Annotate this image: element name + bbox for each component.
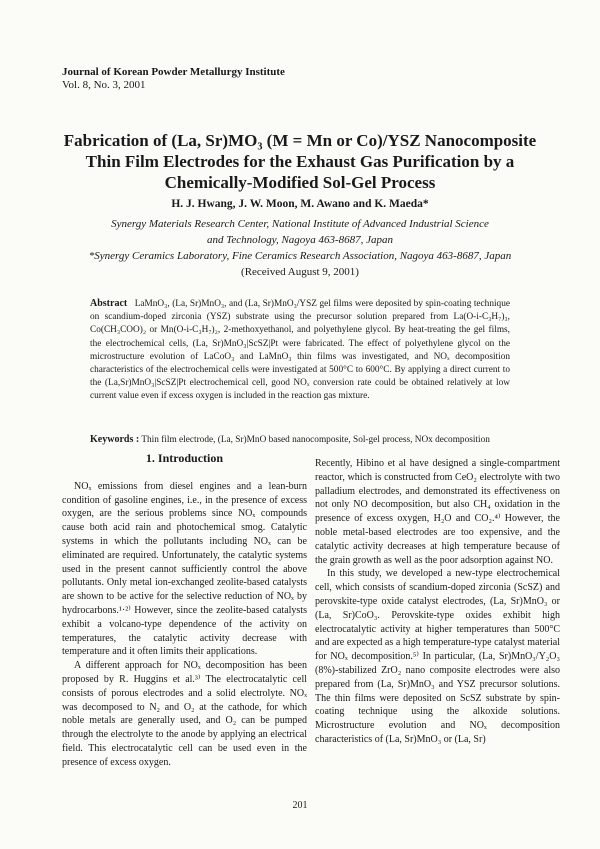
paper-title — [40, 130, 560, 193]
affiliation-line: *Synergy Ceramics Laboratory, Fine Ceramics Research Association, Nagoya 463-8687, Japan — [88, 250, 512, 262]
affiliation-line: and Technology, Nagoya 463-8687, Japan — [207, 234, 393, 246]
journal-header — [62, 66, 285, 92]
title-line: Thin Film Electrodes for the Exhaust Gas Purification by a — [85, 152, 515, 171]
journal-volume: Vol. 8, No. 3, 2001 — [62, 79, 146, 91]
abstract — [90, 297, 510, 404]
keywords-label: Keywords : — [90, 434, 140, 445]
author-list: H. J. Hwang, J. W. Moon, M. Awano and K. Maeda* — [171, 198, 429, 210]
paragraph: In this study, we developed a new-type electrochemical cell, which consists of scandium-doped zirconia (ScSZ) and perovskite-type oxide catalyst electrodes, (La, Sr)MnO₃ or (La, Sr)CoO₃. Perovskite-type oxides exhibit high electrocatalytic activity at higher temperatures than 500°C and are expected as a high temperature-type catalyst material for NOₓ decomposition.⁵⁾ In particular, (La, Sr)MnO₃/Y₂O₃ (8%)-stabilized ZrO₂ nano composite electrodes were also prepared from (La, Sr)MnO₃ and YSZ precursor solutions. The thin films were deposited on ScSZ substrate by spin-coating technique using the alkoxide solutions. Microstructure evolution and NOₓ decomposition characteristics of (La, Sr)MnO₃ or (La, Sr) — [315, 568, 560, 745]
journal-name: Journal of Korean Powder Metallurgy Institute — [62, 66, 285, 78]
abstract-text: LaMnO₃, (La, Sr)MnO₃, and (La, Sr)MnO₃/YSZ gel films were deposited by spin-coating technique on scandium-doped zirconia (YSZ) substrate using the precursor solution prepared from La(O-i-C₃H₇)₃, Co(CH₃COO)₂ or Mn(O-i-C₃H₇)₂, 2-methoxyethanol, and polyethylene glycol. By heat-treating the gel films, the electrochemical cells, (La, Sr)MnO₃|ScSZ|Pt were fabricated. The effect of polyethylene glycol on the microstructure evolution of LaCoO₃ and LaMnO₃ thin films was investigated, and NOₓ decomposition characteristics of the electrochemical cells were investigated at 500°C to 600°C. By applying a direct current to the (La,Sr)MnO₃|ScSZ|Pt electrochemical cell, good NOₓ conversion rate could be obtained relatively at low current value even if excess oxygen is included in the reaction gas mixture. — [90, 299, 510, 402]
keywords — [90, 434, 510, 446]
title-line: Chemically-Modified Sol-Gel Process — [164, 173, 436, 192]
keywords-text: Thin film electrode, (La, Sr)MnO based nanocomposite, Sol-gel process, NOx decomposition — [141, 435, 490, 445]
received-date: (Received August 9, 2001) — [241, 266, 359, 278]
paragraph: NOₓ emissions from diesel engines and a lean-burn condition of gasoline engines, i.e., in the presence of excess oxygen, are the serious problems since NOₓ compounds cause both acid rain and photochemical smog. Catalytic systems in which the pollutants including NOₓ can be eliminated are required. Unfortunately, the catalytic systems used in the present cannot sufficiently control the above pollutants. Only metal ion-exchanged zeolite-based catalysts are shown to be active for the selective reduction of NOₓ by hydrocarbons.¹·²⁾ However, since the zeolite-based catalysts exhibit a volcano-type dependence of the activity on temperatures, the catalytic activity decrease with temperature and it often limits their applications. — [62, 480, 307, 658]
paragraph: A different approach for NOₓ decomposition has been proposed by R. Huggins et al.³⁾ The electrocatalytic cell consists of porous electrodes and a solid electrolyte. NOₓ was decomposed to N₂ and O₂ at the cathode, for which noble metals are generally used, and O₂ can be pumped through the electrolyte to the anode by applying an electrical field. This electrocatalytic cell can be used even in the presence of excess oxygen. — [62, 660, 307, 768]
affiliations — [40, 216, 560, 280]
page-number: 201 — [292, 800, 308, 811]
paragraph: Recently, Hibino et al have designed a single-compartment reactor, which is constructed from CeO₂ electrolyte with two palladium electrodes, and demonstrated its effectiveness on not only NO decomposition, but also CH₄ oxidation in the presence of excess oxygen, H₂O and CO₂.⁴⁾ However, the noble metal-based electrodes are too expensive, and the catalytic activity decreases at high temperature because of the grain growth as well as the poor adsorption against NO. — [315, 458, 560, 566]
right-column — [315, 457, 560, 747]
left-column — [62, 452, 307, 770]
affiliation-line: Synergy Materials Research Center, National Institute of Advanced Industrial Science — [111, 218, 489, 230]
section-title: 1. Introduction — [145, 451, 224, 465]
abstract-label: Abstract — [90, 298, 128, 309]
title-line: Fabrication of (La, Sr)MO₃ (M = Mn or Co)/YSZ Nanocomposite — [63, 131, 537, 150]
